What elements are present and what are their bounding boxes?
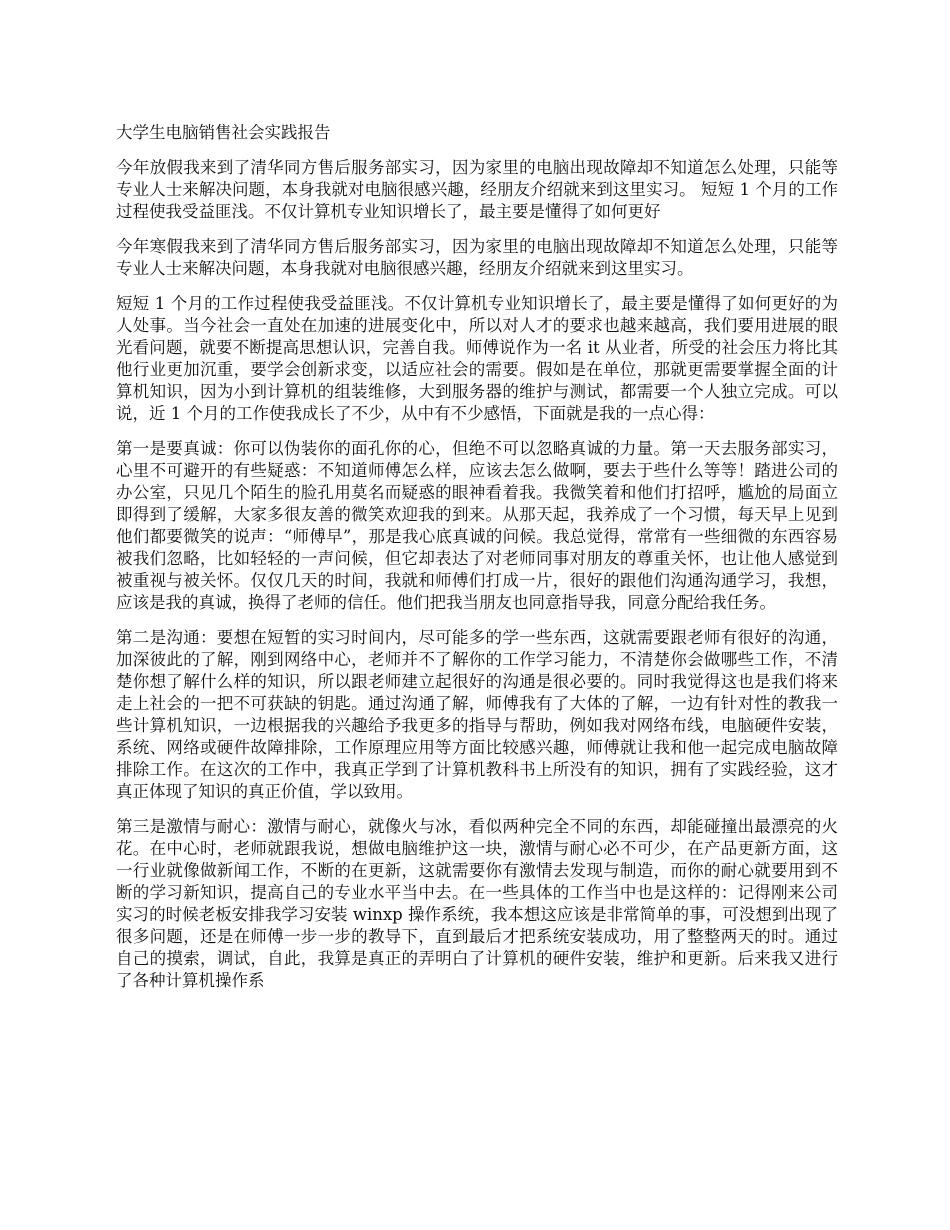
document-page <box>116 122 838 1005</box>
document-title: 大学生电脑销售社会实践报告 <box>116 123 331 142</box>
paragraph-3: 短短 1 个月的工作过程使我受益匪浅。不仅计算机专业知识增长了，最主要是懂得了如何更好的为人处事。当今社会一直处在加速的进展变化中，所以对人才的要求也越来越高，我们要用进展的眼光看问题，就要不断提高思想认识，完善自我。师傅说作为一名 it 从业者，所受的社会压力将比其他行业更加沉重，要学会创新求变，以适应社会的需要。假如是在单位，那就更需要掌握全面的计算机知识，因为小到计算机的组装维修，大到服务器的维护与测试，都需要一个人独立完成。可以说，近 1 个月的工作使我成长了不少，从中有不少感悟，下面就是我的一点心得： <box>116 294 838 423</box>
paragraph-1: 今年放假我来到了清华同方售后服务部实习，因为家里的电脑出现故障却不知道怎么处理，只能等专业人士来解决问题，本身我就对电脑很感兴趣，经朋友介绍就来到这里实习。 短短 1 个月的工作过程使我受益匪浅。不仅计算机专业知识增长了，最主要是懂得了如何更好 <box>116 158 838 221</box>
paragraph-2: 今年寒假我来到了清华同方售后服务部实习，因为家里的电脑出现故障却不知道怎么处理，只能等专业人士来解决问题，本身我就对电脑很感兴趣，经朋友介绍就来到这里实习。 <box>116 237 838 278</box>
paragraph-4: 第一是要真诚：你可以伪装你的面孔你的心，但绝不可以忽略真诚的力量。第一天去服务部实习，心里不可避开的有些疑惑：不知道师傅怎么样，应该去怎么做啊，要去于些什么等等！踏进公司的办公室，只见几个陌生的脸孔用莫名而疑惑的眼神看着我。我微笑着和他们打招呼，尴尬的局面立即得到了缓解，大家多很友善的微笑欢迎我的到来。从那天起，我养成了一个习惯，每天早上见到他们都要微笑的说声：“师傅早”，那是我心底真诚的问候。我总觉得，常常有一些细微的东西容易被我们忽略，比如轻轻的一声问候，但它却表达了对老师同事对朋友的尊重关怀，也让他人感觉到被重视与被关怀。仅仅几天的时间，我就和师傅们打成一片，很好的跟他们沟通沟通学习，我想，应该是我的真诚，换得了老师的信任。他们把我当朋友也同意指导我，同意分配给我任务。 <box>116 439 838 612</box>
paragraph-5: 第二是沟通：要想在短暂的实习时间内，尽可能多的学一些东西，这就需要跟老师有很好的沟通，加深彼此的了解，刚到网络中心，老师并不了解你的工作学习能力，不清楚你会做哪些工作，不清楚你想了解什么样的知识，所以跟老师建立起很好的沟通是很必要的。同时我觉得这也是我们将来走上社会的一把不可获缺的钥匙。通过沟通了解，师傅我有了大体的了解，一边有针对性的教我一些计算机知识，一边根据我的兴趣给予我更多的指导与帮助，例如我对网络布线，电脑硬件安装，系统、网络或硬件故障排除，工作原理应用等方面比较感兴趣，师傅就让我和他一起完成电脑故障排除工作。在这次的工作中，我真正学到了计算机教科书上所没有的知识，拥有了实践经验，这才真正体现了知识的真正价值，学以致用。 <box>116 628 838 801</box>
paragraph-6: 第三是激情与耐心：激情与耐心，就像火与冰，看似两种完全不同的东西，却能碰撞出最漂亮的火花。在中心时，老师就跟我说，想做电脑维护这一块，激情与耐心必不可少，在产品更新方面，这一行业就像做新闻工作，不断的在更新，这就需要你有激情去发现与制造，而你的耐心就要用到不断的学习新知识，提高自己的专业水平当中去。在一些具体的工作当中也是这样的：记得刚来公司实习的时候老板安排我学习安装 winxp 操作系统，我本想这应该是非常简单的事，可没想到出现了很多问题，还是在师傅一步一步的教导下，直到最后才把系统安装成功，用了整整两天的时。通过自己的摸索，调试，自此，我算是真正的弄明白了计算机的硬件安装，维护和更新。后来我又进行了各种计算机操作系 <box>116 817 838 990</box>
